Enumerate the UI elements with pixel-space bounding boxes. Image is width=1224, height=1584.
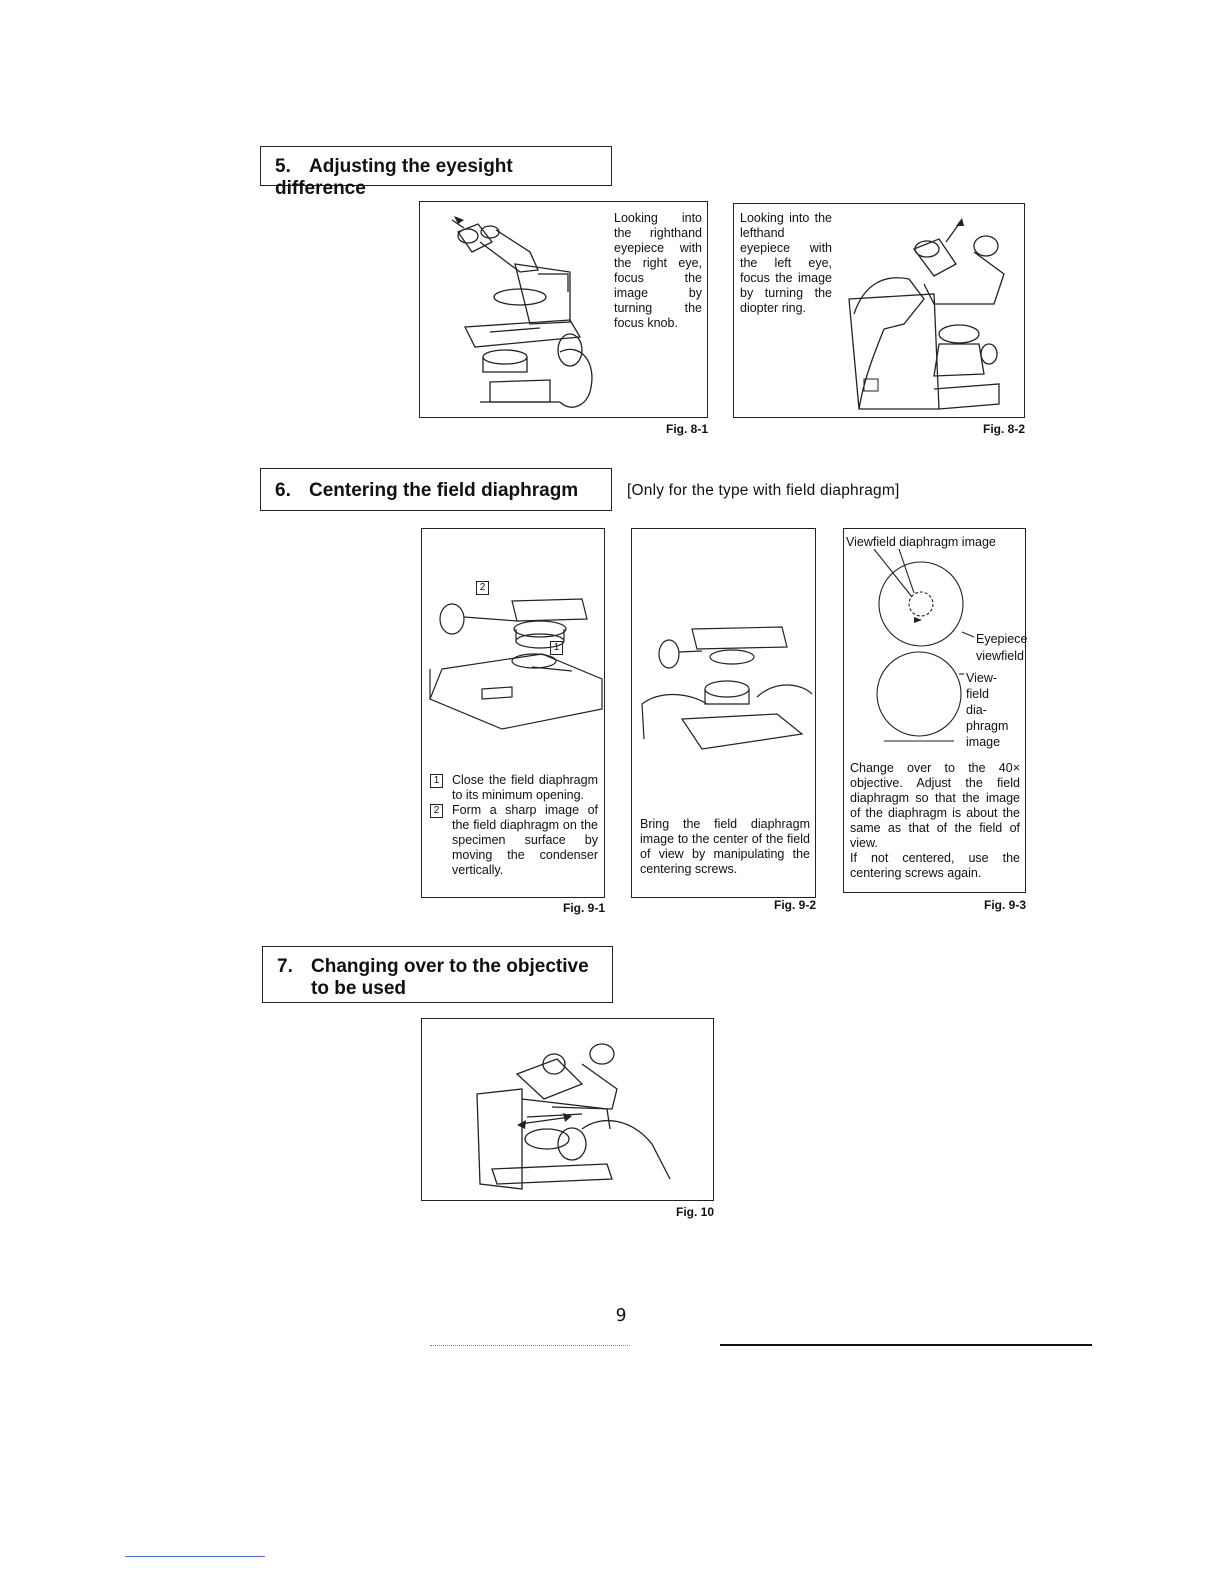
viewfield-diaphragm-label: Viewfield diaphragm image bbox=[846, 535, 996, 549]
step-1-marker: 1 bbox=[430, 774, 443, 788]
figure-9-2-instruction: Bring the field diaphragm image to the center of the field of view by manipulating the centering screws. bbox=[640, 817, 810, 876]
section-7-heading bbox=[262, 946, 613, 1003]
section-number: 5. bbox=[275, 156, 291, 177]
callout-2-marker: 2 bbox=[476, 581, 489, 595]
figure-9-1-caption: Fig. 9-1 bbox=[562, 901, 605, 915]
figure-8-2-caption: Fig. 8-2 bbox=[982, 422, 1025, 436]
footer-rule-right bbox=[720, 1344, 1092, 1346]
section-title-line-1 bbox=[277, 956, 600, 978]
label-line-3: dia- bbox=[966, 703, 987, 717]
figure-8-2 bbox=[733, 203, 1025, 418]
section-title: Changing over to the objective bbox=[311, 956, 589, 977]
step-2-text: Form a sharp image of the field diaphragm on the specimen surface by moving the condenser vertically. bbox=[452, 803, 598, 877]
figure-8-1-instruction: Looking into the righthand eyepiece with the right eye, focus the image by turning the focus knob. bbox=[614, 211, 702, 330]
page-number: 9 bbox=[615, 1305, 627, 1326]
section-title-line-2 bbox=[277, 978, 600, 1000]
figure-8-2-instruction: Looking into the lefthand eyepiece with the left eye, focus the image by turning the diopter ring. bbox=[740, 211, 832, 315]
step-1 bbox=[430, 773, 598, 803]
section-title-continuation: to be used bbox=[311, 978, 407, 999]
figure-9-2 bbox=[631, 528, 816, 898]
step-2 bbox=[430, 803, 598, 878]
figure-9-1-steps bbox=[430, 773, 598, 878]
condenser-illustration bbox=[422, 529, 606, 759]
figure-9-3-instruction bbox=[850, 761, 1020, 881]
figure-9-3-caption: Fig. 9-3 bbox=[983, 898, 1026, 912]
instruction-paragraph-1: Change over to the 40× objective. Adjust the field diaphragm so that the image of the diaphragm is about the same as that of the field of view. bbox=[850, 761, 1020, 850]
objective-change-illustration bbox=[422, 1019, 715, 1202]
microscope-focus-knob-illustration bbox=[420, 202, 610, 417]
step-2-marker: 2 bbox=[430, 804, 443, 818]
label-line-1: View- bbox=[966, 671, 998, 685]
footer-bottom-rule bbox=[125, 1556, 265, 1557]
microscope-diopter-ring-illustration bbox=[734, 204, 1026, 419]
section-number: 7. bbox=[277, 956, 293, 977]
eyepiece-viewfield-label: Eyepiece viewfield bbox=[976, 632, 1028, 663]
figure-8-1 bbox=[419, 201, 708, 418]
section-title: Adjusting the eyesight difference bbox=[275, 156, 513, 199]
label-line-4: phragm bbox=[966, 719, 1009, 733]
footer-rule-left bbox=[430, 1345, 630, 1346]
label-line-5: image bbox=[966, 735, 1001, 749]
figure-9-1 bbox=[421, 528, 605, 898]
figure-9-3 bbox=[843, 528, 1026, 893]
section-title: Centering the field diaphragm bbox=[309, 480, 579, 501]
callout-1-marker: 1 bbox=[550, 641, 563, 655]
section-5-heading bbox=[260, 146, 612, 199]
section-6-heading bbox=[260, 468, 612, 511]
label-line-2: field bbox=[966, 687, 989, 701]
figure-10 bbox=[421, 1018, 714, 1201]
instruction-paragraph-2: If not centered, use the centering screws again. bbox=[850, 851, 1020, 880]
step-1-text: Close the field diaphragm to its minimum opening. bbox=[452, 773, 598, 802]
centering-screws-illustration bbox=[632, 529, 817, 779]
section-6-note: [Only for the type with field diaphragm] bbox=[627, 482, 900, 499]
figure-9-2-caption: Fig. 9-2 bbox=[773, 898, 816, 912]
figure-8-1-caption: Fig. 8-1 bbox=[665, 422, 708, 436]
viewfield-diaphragm-image-label bbox=[966, 670, 1026, 750]
figure-10-caption: Fig. 10 bbox=[675, 1205, 714, 1219]
section-number: 6. bbox=[275, 480, 291, 501]
